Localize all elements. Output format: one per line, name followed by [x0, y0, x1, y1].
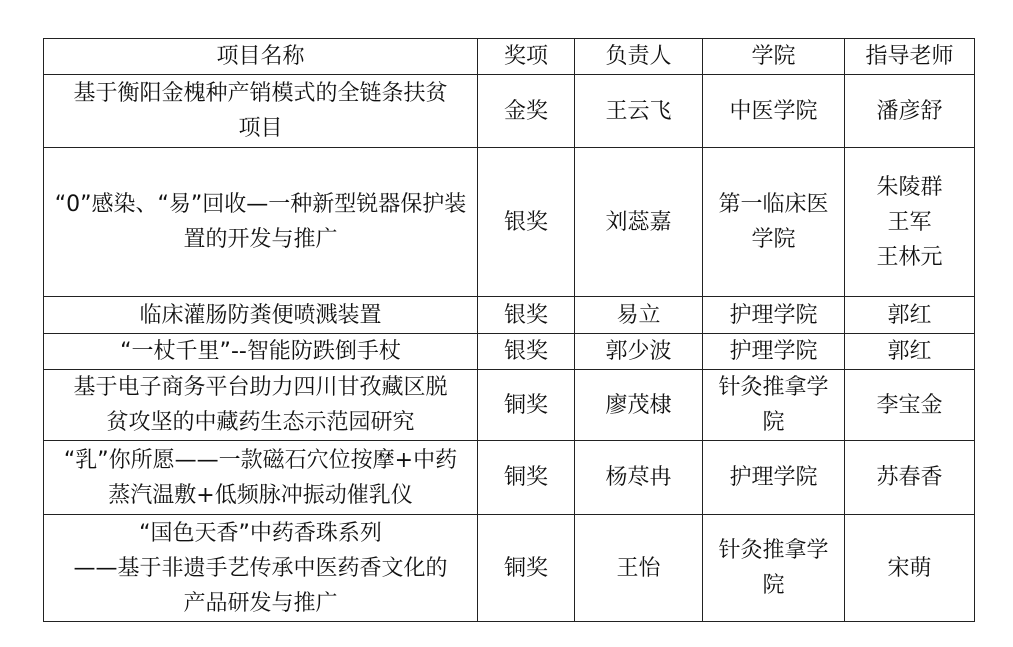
cell-college: 针灸推拿学 院	[703, 370, 845, 441]
header-leader: 负责人	[575, 39, 703, 75]
header-award: 奖项	[478, 39, 575, 75]
table-row	[44, 75, 975, 148]
cell-advisor: 宋萌	[845, 515, 975, 622]
cell-award: 银奖	[478, 334, 575, 370]
cell-advisor: 苏春香	[845, 441, 975, 515]
cell-award: 铜奖	[478, 370, 575, 441]
cell-advisor: 郭红	[845, 297, 975, 334]
header-project-name: 项目名称	[44, 39, 478, 75]
cell-advisor: 郭红	[845, 334, 975, 370]
cell-project: 基于衡阳金槐种产销模式的全链条扶贫 项目	[44, 75, 478, 148]
cell-project: “乳”你所愿——一款磁石穴位按摩+中药 蒸汽温敷+低频脉冲振动催乳仪	[44, 441, 478, 515]
table-row	[44, 297, 975, 334]
cell-advisor: 李宝金	[845, 370, 975, 441]
awards-table	[43, 38, 975, 622]
cell-college: 第一临床医 学院	[703, 148, 845, 297]
cell-college: 中医学院	[703, 75, 845, 148]
cell-leader: 易立	[575, 297, 703, 334]
table-header-row	[44, 39, 975, 75]
cell-leader: 王云飞	[575, 75, 703, 148]
cell-advisor: 朱陵群 王军 王林元	[845, 148, 975, 297]
cell-award: 银奖	[478, 297, 575, 334]
cell-leader: 刘蕊嘉	[575, 148, 703, 297]
cell-project: 基于电子商务平台助力四川甘孜藏区脱 贫攻坚的中藏药生态示范园研究	[44, 370, 478, 441]
cell-college: 护理学院	[703, 334, 845, 370]
cell-leader: 廖茂棣	[575, 370, 703, 441]
table-row	[44, 441, 975, 515]
cell-award: 金奖	[478, 75, 575, 148]
cell-leader: 王怡	[575, 515, 703, 622]
cell-college: 针灸推拿学 院	[703, 515, 845, 622]
table-row	[44, 334, 975, 370]
table-row	[44, 148, 975, 297]
header-college: 学院	[703, 39, 845, 75]
header-advisor: 指导老师	[845, 39, 975, 75]
cell-project: “一杖千里”--智能防跌倒手杖	[44, 334, 478, 370]
table-row	[44, 515, 975, 622]
cell-leader: 杨荩冉	[575, 441, 703, 515]
cell-college: 护理学院	[703, 441, 845, 515]
cell-award: 铜奖	[478, 441, 575, 515]
cell-award: 铜奖	[478, 515, 575, 622]
cell-college: 护理学院	[703, 297, 845, 334]
cell-project: 临床灌肠防粪便喷溅装置	[44, 297, 478, 334]
cell-award: 银奖	[478, 148, 575, 297]
table-row	[44, 370, 975, 441]
cell-project: “国色天香”中药香珠系列 ——基于非遗手艺传承中医药香文化的 产品研发与推广	[44, 515, 478, 622]
cell-project: “0”感染、“易”回收—一种新型锐器保护装 置的开发与推广	[44, 148, 478, 297]
cell-leader: 郭少波	[575, 334, 703, 370]
cell-advisor: 潘彦舒	[845, 75, 975, 148]
